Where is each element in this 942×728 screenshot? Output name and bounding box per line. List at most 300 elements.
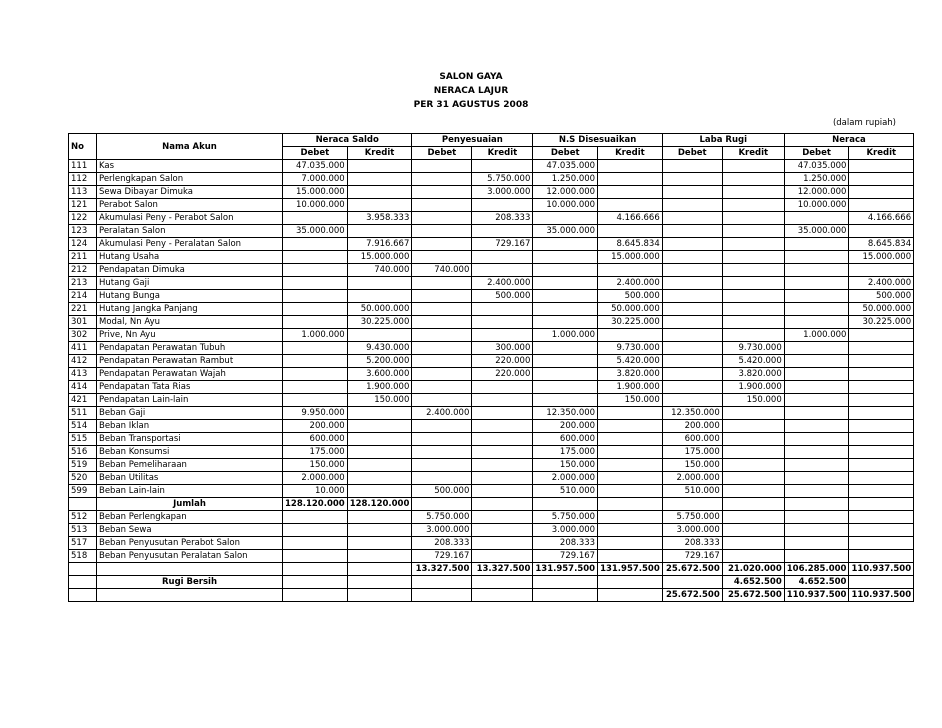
- account-name: Sewa Dibayar Dimuka: [97, 186, 283, 199]
- kredit-cell: [472, 264, 533, 277]
- debet-cell: 10.000: [283, 485, 348, 498]
- kredit-cell: 8.645.834: [598, 238, 663, 251]
- header-kredit: Kredit: [472, 147, 533, 160]
- debet-cell: 2.400.000: [412, 407, 472, 420]
- kredit-cell: 8.645.834: [849, 238, 914, 251]
- table-row: [69, 342, 914, 355]
- debet-cell: [662, 368, 722, 381]
- kredit-cell: 5.200.000: [347, 355, 412, 368]
- table-row: [69, 277, 914, 290]
- account-number: 518: [69, 550, 97, 563]
- kredit-cell: [472, 459, 533, 472]
- kredit-cell: 150.000: [598, 394, 663, 407]
- unit-note: (dalam rupiah): [832, 118, 896, 128]
- account-number: 122: [69, 212, 97, 225]
- debet-cell: 1.000.000: [533, 329, 598, 342]
- table-row: [69, 251, 914, 264]
- kredit-cell: [347, 537, 412, 550]
- table-row: [69, 537, 914, 550]
- kredit-cell: 2.400.000: [472, 277, 533, 290]
- kredit-cell: 500.000: [849, 290, 914, 303]
- debet-cell: 200.000: [283, 420, 348, 433]
- debet-cell: [283, 589, 348, 602]
- debet-cell: [784, 537, 849, 550]
- debet-cell: 106.285.000: [784, 563, 849, 576]
- account-number: 213: [69, 277, 97, 290]
- kredit-cell: 150.000: [347, 394, 412, 407]
- worksheet-body: [69, 160, 914, 602]
- account-number: 211: [69, 251, 97, 264]
- kredit-cell: [722, 186, 784, 199]
- debet-cell: [412, 199, 472, 212]
- debet-cell: [412, 368, 472, 381]
- debet-cell: 150.000: [662, 459, 722, 472]
- debet-cell: [784, 368, 849, 381]
- kredit-cell: 5.750.000: [472, 173, 533, 186]
- kredit-cell: [472, 472, 533, 485]
- debet-cell: [784, 277, 849, 290]
- debet-cell: [784, 342, 849, 355]
- header-penyesuaian: Penyesuaian: [412, 134, 533, 147]
- table-row: [69, 186, 914, 199]
- debet-cell: [283, 290, 348, 303]
- account-number: 301: [69, 316, 97, 329]
- debet-cell: 10.000.000: [283, 199, 348, 212]
- kredit-cell: [598, 550, 663, 563]
- table-row: [69, 472, 914, 485]
- debet-cell: 7.000.000: [283, 173, 348, 186]
- account-name: Modal, Nn Ayu: [97, 316, 283, 329]
- debet-cell: [662, 381, 722, 394]
- debet-cell: [784, 316, 849, 329]
- debet-cell: 175.000: [533, 446, 598, 459]
- kredit-cell: [722, 316, 784, 329]
- debet-cell: 110.937.500: [784, 589, 849, 602]
- kredit-cell: 7.916.667: [347, 238, 412, 251]
- kredit-cell: [722, 160, 784, 173]
- account-number: 123: [69, 225, 97, 238]
- debet-cell: 4.652.500: [784, 576, 849, 589]
- table-row: [69, 303, 914, 316]
- header-kredit: Kredit: [598, 147, 663, 160]
- kredit-cell: [598, 160, 663, 173]
- debet-cell: [784, 251, 849, 264]
- header-neraca: Neraca: [784, 134, 913, 147]
- table-row: [69, 394, 914, 407]
- table-row: [69, 459, 914, 472]
- kredit-cell: [849, 368, 914, 381]
- account-number: [69, 589, 97, 602]
- header-debet: Debet: [283, 147, 348, 160]
- kredit-cell: [849, 199, 914, 212]
- debet-cell: [412, 173, 472, 186]
- kredit-cell: 4.652.500: [722, 576, 784, 589]
- kredit-cell: [722, 212, 784, 225]
- debet-cell: [283, 394, 348, 407]
- debet-cell: 208.333: [533, 537, 598, 550]
- debet-cell: [412, 459, 472, 472]
- debet-cell: [412, 498, 472, 511]
- account-number: 124: [69, 238, 97, 251]
- kredit-cell: 2.400.000: [849, 277, 914, 290]
- kredit-cell: [722, 524, 784, 537]
- kredit-cell: [849, 511, 914, 524]
- table-row: [69, 407, 914, 420]
- debet-cell: 2.000.000: [283, 472, 348, 485]
- account-number: [69, 498, 97, 511]
- account-number: 412: [69, 355, 97, 368]
- kredit-cell: [347, 290, 412, 303]
- header-row-groups: [69, 134, 914, 147]
- account-name: Hutang Gaji: [97, 277, 283, 290]
- kredit-cell: [472, 407, 533, 420]
- debet-cell: 200.000: [662, 420, 722, 433]
- kredit-cell: 50.000.000: [347, 303, 412, 316]
- table-row: [69, 381, 914, 394]
- kredit-cell: 5.420.000: [598, 355, 663, 368]
- debet-cell: [283, 381, 348, 394]
- kredit-cell: 110.937.500: [849, 589, 914, 602]
- table-row: [69, 225, 914, 238]
- table-row: [69, 420, 914, 433]
- table-row: [69, 433, 914, 446]
- table-row: [69, 498, 914, 511]
- debet-cell: [784, 264, 849, 277]
- kredit-cell: 9.730.000: [722, 342, 784, 355]
- debet-cell: [412, 303, 472, 316]
- debet-cell: [412, 446, 472, 459]
- account-number: 214: [69, 290, 97, 303]
- debet-cell: 600.000: [283, 433, 348, 446]
- debet-cell: [412, 472, 472, 485]
- kredit-cell: [472, 381, 533, 394]
- debet-cell: [533, 238, 598, 251]
- kredit-cell: [722, 303, 784, 316]
- table-row: [69, 563, 914, 576]
- kredit-cell: [472, 394, 533, 407]
- table-row: [69, 550, 914, 563]
- kredit-cell: 4.166.666: [849, 212, 914, 225]
- kredit-cell: 2.400.000: [598, 277, 663, 290]
- kredit-cell: [347, 472, 412, 485]
- table-row: [69, 264, 914, 277]
- debet-cell: [412, 316, 472, 329]
- debet-cell: [533, 316, 598, 329]
- kredit-cell: [598, 472, 663, 485]
- debet-cell: [283, 238, 348, 251]
- kredit-cell: [849, 342, 914, 355]
- debet-cell: 128.120.000: [283, 498, 348, 511]
- kredit-cell: [722, 550, 784, 563]
- account-number: 411: [69, 342, 97, 355]
- debet-cell: 729.167: [412, 550, 472, 563]
- debet-cell: [412, 251, 472, 264]
- kredit-cell: 729.167: [472, 238, 533, 251]
- header-debet: Debet: [412, 147, 472, 160]
- kredit-cell: [722, 173, 784, 186]
- debet-cell: [662, 394, 722, 407]
- kredit-cell: [849, 355, 914, 368]
- kredit-cell: [347, 277, 412, 290]
- kredit-cell: [598, 485, 663, 498]
- debet-cell: [412, 277, 472, 290]
- kredit-cell: [472, 537, 533, 550]
- kredit-cell: [347, 589, 412, 602]
- debet-cell: [533, 342, 598, 355]
- debet-cell: 9.950.000: [283, 407, 348, 420]
- kredit-cell: 25.672.500: [722, 589, 784, 602]
- debet-cell: [533, 212, 598, 225]
- debet-cell: [533, 290, 598, 303]
- debet-cell: [784, 381, 849, 394]
- kredit-cell: 50.000.000: [849, 303, 914, 316]
- table-row: [69, 212, 914, 225]
- account-number: 421: [69, 394, 97, 407]
- kredit-cell: [722, 290, 784, 303]
- kredit-cell: [722, 420, 784, 433]
- kredit-cell: [722, 459, 784, 472]
- kredit-cell: [472, 550, 533, 563]
- debet-cell: [784, 498, 849, 511]
- debet-cell: [412, 212, 472, 225]
- debet-cell: [533, 368, 598, 381]
- header-kredit: Kredit: [347, 147, 412, 160]
- kredit-cell: [722, 472, 784, 485]
- kredit-cell: [347, 225, 412, 238]
- debet-cell: 3.000.000: [662, 524, 722, 537]
- account-name: Pendapatan Lain-lain: [97, 394, 283, 407]
- kredit-cell: 50.000.000: [598, 303, 663, 316]
- kredit-cell: [598, 576, 663, 589]
- debet-cell: [662, 264, 722, 277]
- account-name: Pendapatan Perawatan Tubuh: [97, 342, 283, 355]
- debet-cell: 208.333: [662, 537, 722, 550]
- kredit-cell: [849, 407, 914, 420]
- debet-cell: [412, 355, 472, 368]
- account-name: Akumulasi Peny - Perabot Salon: [97, 212, 283, 225]
- account-number: 212: [69, 264, 97, 277]
- kredit-cell: [598, 420, 663, 433]
- kredit-cell: [598, 537, 663, 550]
- table-row: [69, 576, 914, 589]
- debet-cell: 1.250.000: [533, 173, 598, 186]
- debet-cell: [412, 342, 472, 355]
- debet-cell: 12.350.000: [662, 407, 722, 420]
- debet-cell: [533, 381, 598, 394]
- debet-cell: [662, 290, 722, 303]
- kredit-cell: [722, 433, 784, 446]
- debet-cell: 2.000.000: [662, 472, 722, 485]
- debet-cell: 25.672.500: [662, 589, 722, 602]
- debet-cell: [784, 524, 849, 537]
- kredit-cell: [347, 329, 412, 342]
- kredit-cell: [598, 498, 663, 511]
- kredit-cell: [472, 199, 533, 212]
- kredit-cell: [347, 160, 412, 173]
- debet-cell: 12.000.000: [784, 186, 849, 199]
- table-row: [69, 329, 914, 342]
- debet-cell: [283, 537, 348, 550]
- kredit-cell: [598, 173, 663, 186]
- account-name: Perlengkapan Salon: [97, 173, 283, 186]
- account-name: Peralatan Salon: [97, 225, 283, 238]
- account-name: Beban Penyusutan Perabot Salon: [97, 537, 283, 550]
- kredit-cell: [598, 199, 663, 212]
- kredit-cell: [347, 420, 412, 433]
- debet-cell: [784, 355, 849, 368]
- table-row: [69, 290, 914, 303]
- account-number: 302: [69, 329, 97, 342]
- table-row: [69, 316, 914, 329]
- account-name: Beban Konsumsi: [97, 446, 283, 459]
- header-laba-rugi: Laba Rugi: [662, 134, 784, 147]
- kredit-cell: 9.730.000: [598, 342, 663, 355]
- header-nama-akun: Nama Akun: [97, 134, 283, 160]
- kredit-cell: [722, 251, 784, 264]
- debet-cell: [412, 290, 472, 303]
- table-row: [69, 238, 914, 251]
- kredit-cell: [472, 524, 533, 537]
- kredit-cell: [722, 511, 784, 524]
- kredit-cell: [347, 550, 412, 563]
- debet-cell: 13.327.500: [412, 563, 472, 576]
- table-row: [69, 173, 914, 186]
- kredit-cell: [849, 394, 914, 407]
- account-name: Beban Lain-lain: [97, 485, 283, 498]
- debet-cell: [283, 368, 348, 381]
- debet-cell: [412, 225, 472, 238]
- kredit-cell: [472, 433, 533, 446]
- debet-cell: [283, 563, 348, 576]
- kredit-cell: [472, 160, 533, 173]
- account-number: 520: [69, 472, 97, 485]
- kredit-cell: 5.420.000: [722, 355, 784, 368]
- account-number: 121: [69, 199, 97, 212]
- account-name: Jumlah: [97, 498, 283, 511]
- kredit-cell: [598, 433, 663, 446]
- kredit-cell: 110.937.500: [849, 563, 914, 576]
- kredit-cell: [347, 433, 412, 446]
- header-debet: Debet: [662, 147, 722, 160]
- kredit-cell: [598, 186, 663, 199]
- kredit-cell: [849, 537, 914, 550]
- table-row: [69, 160, 914, 173]
- table-row: [69, 355, 914, 368]
- debet-cell: [662, 251, 722, 264]
- kredit-cell: [347, 511, 412, 524]
- kredit-cell: 15.000.000: [347, 251, 412, 264]
- table-row: [69, 446, 914, 459]
- debet-cell: 47.035.000: [533, 160, 598, 173]
- account-name: Beban Pemeliharaan: [97, 459, 283, 472]
- account-number: 513: [69, 524, 97, 537]
- debet-cell: [784, 550, 849, 563]
- kredit-cell: 21.020.000: [722, 563, 784, 576]
- kredit-cell: [849, 550, 914, 563]
- account-name: Hutang Usaha: [97, 251, 283, 264]
- account-number: 112: [69, 173, 97, 186]
- kredit-cell: 15.000.000: [849, 251, 914, 264]
- debet-cell: [662, 186, 722, 199]
- debet-cell: [412, 394, 472, 407]
- debet-cell: 600.000: [662, 433, 722, 446]
- debet-cell: 3.000.000: [412, 524, 472, 537]
- kredit-cell: 3.820.000: [598, 368, 663, 381]
- kredit-cell: [849, 186, 914, 199]
- debet-cell: [283, 303, 348, 316]
- kredit-cell: [472, 329, 533, 342]
- kredit-cell: 300.000: [472, 342, 533, 355]
- account-number: 514: [69, 420, 97, 433]
- account-name: Pendapatan Perawatan Wajah: [97, 368, 283, 381]
- account-name: Beban Penyusutan Peralatan Salon: [97, 550, 283, 563]
- account-name: Beban Gaji: [97, 407, 283, 420]
- kredit-cell: [598, 446, 663, 459]
- report-name: NERACA LAJUR: [433, 86, 509, 96]
- debet-cell: 5.750.000: [662, 511, 722, 524]
- debet-cell: [533, 394, 598, 407]
- account-name: Beban Sewa: [97, 524, 283, 537]
- kredit-cell: 4.166.666: [598, 212, 663, 225]
- debet-cell: [533, 251, 598, 264]
- kredit-cell: 131.957.500: [598, 563, 663, 576]
- header-kredit: Kredit: [849, 147, 914, 160]
- account-number: 221: [69, 303, 97, 316]
- debet-cell: [533, 277, 598, 290]
- kredit-cell: 30.225.000: [849, 316, 914, 329]
- kredit-cell: [598, 511, 663, 524]
- debet-cell: [412, 420, 472, 433]
- account-number: 511: [69, 407, 97, 420]
- kredit-cell: [849, 472, 914, 485]
- debet-cell: [533, 589, 598, 602]
- kredit-cell: 208.333: [472, 212, 533, 225]
- kredit-cell: [598, 407, 663, 420]
- debet-cell: 729.167: [533, 550, 598, 563]
- table-row: [69, 524, 914, 537]
- debet-cell: 1.000.000: [784, 329, 849, 342]
- debet-cell: 12.350.000: [533, 407, 598, 420]
- header-neraca-saldo: Neraca Saldo: [283, 134, 412, 147]
- debet-cell: 10.000.000: [533, 199, 598, 212]
- kredit-cell: [472, 303, 533, 316]
- debet-cell: [283, 524, 348, 537]
- kredit-cell: [472, 485, 533, 498]
- kredit-cell: [722, 277, 784, 290]
- kredit-cell: [849, 498, 914, 511]
- debet-cell: 175.000: [283, 446, 348, 459]
- account-number: 512: [69, 511, 97, 524]
- debet-cell: 208.333: [412, 537, 472, 550]
- debet-cell: [412, 186, 472, 199]
- debet-cell: [662, 342, 722, 355]
- account-number: 111: [69, 160, 97, 173]
- kredit-cell: [849, 446, 914, 459]
- kredit-cell: 220.000: [472, 355, 533, 368]
- kredit-cell: [849, 433, 914, 446]
- account-number: 413: [69, 368, 97, 381]
- debet-cell: 150.000: [283, 459, 348, 472]
- kredit-cell: [722, 329, 784, 342]
- debet-cell: 10.000.000: [784, 199, 849, 212]
- debet-cell: [283, 355, 348, 368]
- account-name: Beban Perlengkapan: [97, 511, 283, 524]
- debet-cell: [412, 329, 472, 342]
- debet-cell: [784, 472, 849, 485]
- header-debet: Debet: [784, 147, 849, 160]
- kredit-cell: 1.900.000: [598, 381, 663, 394]
- account-name: Perabot Salon: [97, 199, 283, 212]
